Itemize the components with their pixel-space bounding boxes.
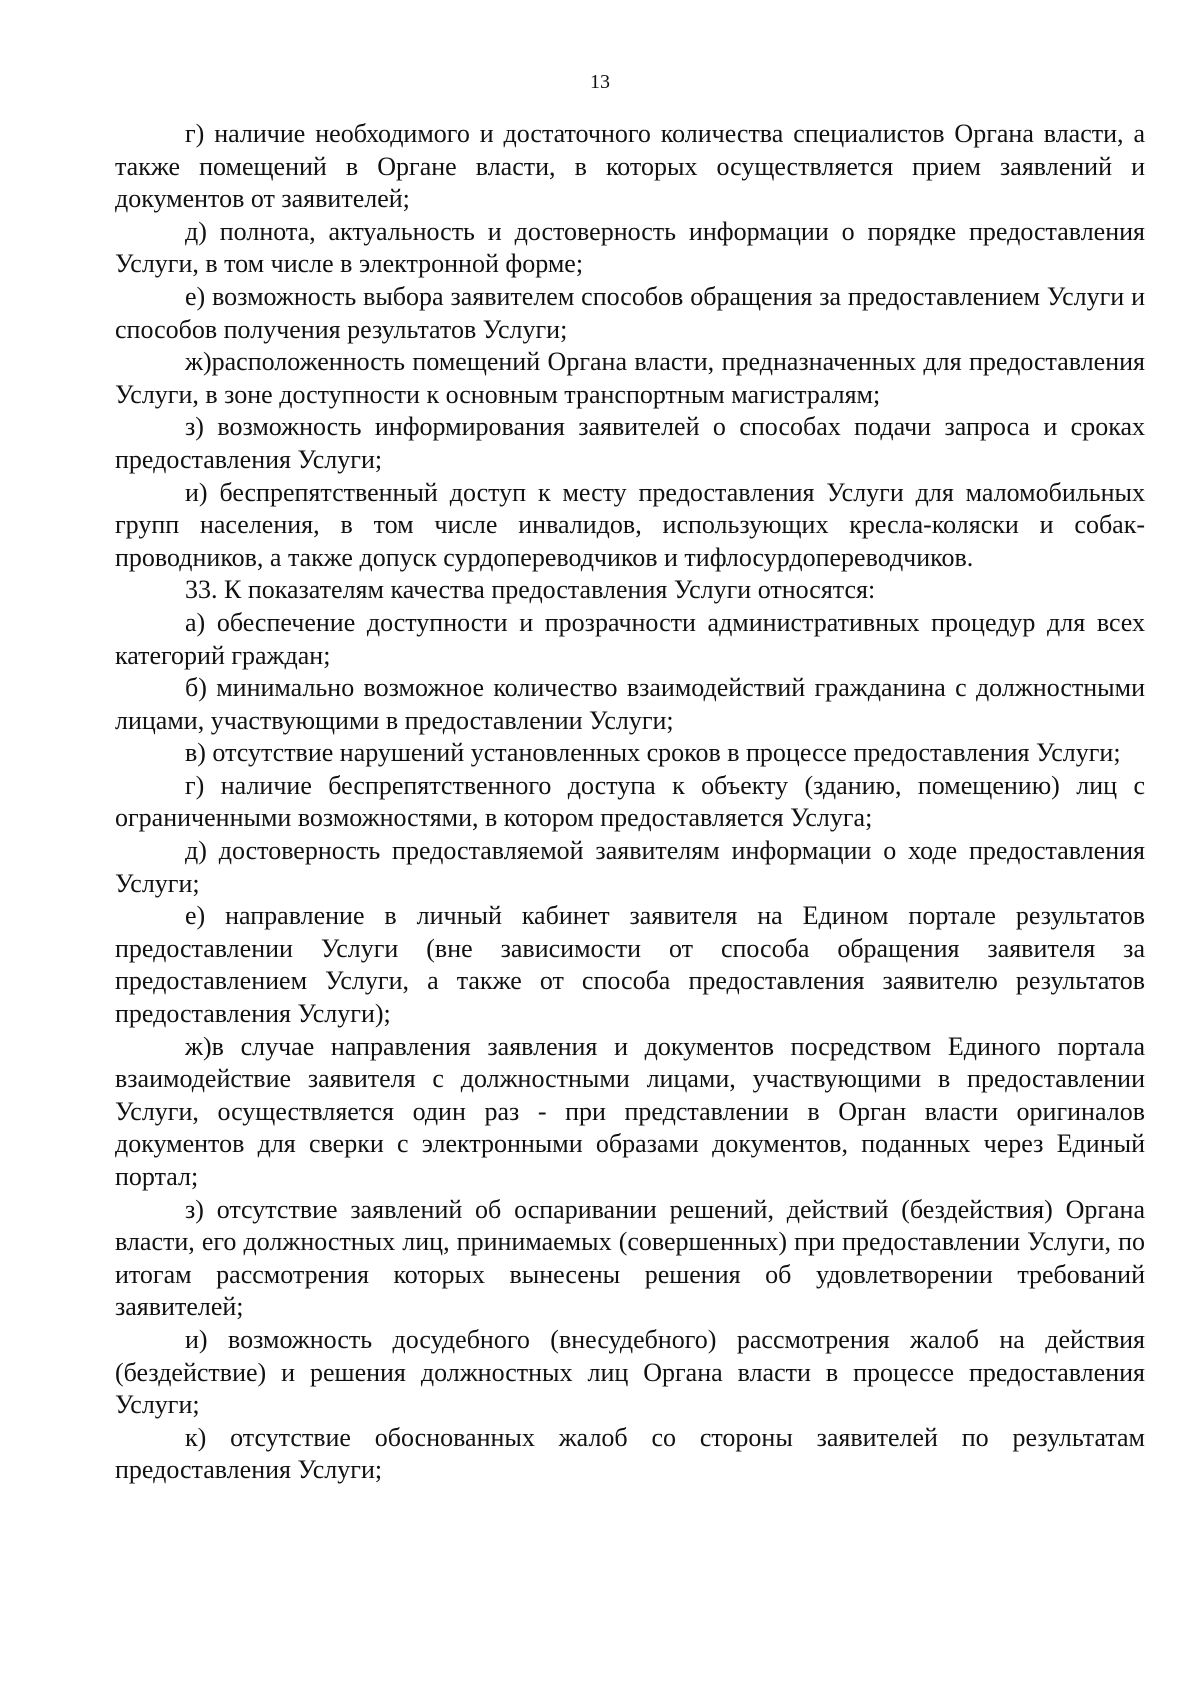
paragraph-zh-portal: ж)в случае направления заявления и документов посредством Единого портала взаимодействие заявителя с должностными лицами, участвующими в предоставлении Услуги, осуществляется один раз - при представлении в Орган власти оригиналов документов для сверки с электронными образами документов, поданных через Единый портал; xyxy=(115,1031,1145,1191)
paragraph-33-quality: 33. К показателям качества предоставления Услуги относятся: xyxy=(185,575,876,605)
paragraph-e-personal-account: е) направление в личный кабинет заявителя на Едином портале результатов предоставлении Услуги (вне зависимости от способа обращения заявителя за предоставлением Услуги, а также от способа предоставления заявителю результатов предоставления Услуги); xyxy=(115,901,1145,1029)
page-number: 13 xyxy=(590,71,610,93)
paragraph-zh-location: ж)расположенность помещений Органа власти, предназначенных для предоставления Услуги, в зоне доступности к основным транспортным магистралям; xyxy=(115,347,1145,409)
paragraph-a-transparency: а) обеспечение доступности и прозрачности административных процедур для всех категорий граждан; xyxy=(115,607,1145,670)
paragraph-i-appeals: и) возможность досудебного (внесудебного) рассмотрения жалоб на действия (бездействие) и решения должностных лиц Органа власти в процессе предоставления Услуги; xyxy=(115,1324,1145,1420)
paragraph-e-choice: е) возможность выбора заявителем способов обращения за предоставлением Услуги и способов получения результатов Услуги; xyxy=(115,281,1145,344)
paragraph-g-staff: г) наличие необходимого и достаточного количества специалистов Органа власти, а также помещений в Органе власти, в которых осуществляется прием заявлений и документов от заявителей; xyxy=(115,119,1145,214)
paragraph-k-complaints: к) отсутствие обоснованных жалоб со стороны заявителей по результатам предоставления Услуги; xyxy=(115,1422,1145,1485)
paragraph-z-disputes: з) отсутствие заявлений об оспаривании решений, действий (бездействия) Органа власти, его должностных лиц, принимаемых (совершенных) при предоставлении Услуги, по итогам рассмотрения которых вынесены решения об удовлетворении требований заявителей; xyxy=(115,1194,1145,1322)
paragraph-d-reliability: д) достоверность предоставляемой заявителям информации о ходе предоставления Услуги; xyxy=(115,836,1145,898)
paragraph-z-informing: з) возможность информирования заявителей о способах подачи запроса и сроках предоставления Услуги; xyxy=(115,412,1145,474)
paragraph-g-accessibility: г) наличие беспрепятственного доступа к объекту (зданию, помещению) лиц с ограниченными возможностями, в котором предоставляется Услуга; xyxy=(115,770,1145,833)
paragraph-d-information: д) полнота, актуальность и достоверность информации о порядке предоставления Услуги, в том числе в электронной форме; xyxy=(115,216,1145,279)
paragraph-v-deadlines: в) отсутствие нарушений установленных сроков в процессе предоставления Услуги; xyxy=(185,738,1121,768)
document-body xyxy=(115,118,1145,1487)
paragraph-b-interactions: б) минимально возможное количество взаимодействий гражданина с должностными лицами, участвующими в предоставлении Услуги; xyxy=(115,673,1145,735)
paragraph-i-access: и) беспрепятственный доступ к месту предоставления Услуги для маломобильных групп населения, в том числе инвалидов, использующих кресла-коляски и собак-проводников, а также допуск сурдопереводчиков и тифлосурдопереводчиков. xyxy=(115,477,1145,572)
